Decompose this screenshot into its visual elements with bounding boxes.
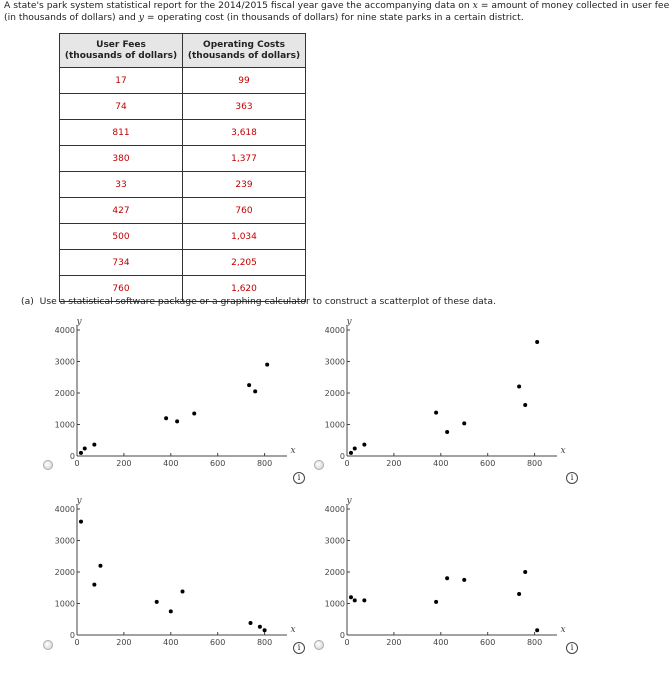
y-tick-label: 0 [339, 452, 345, 461]
table-row [60, 172, 306, 198]
table-row [60, 146, 306, 172]
data-point [462, 578, 466, 582]
operating-cost-cell: 3,618 [183, 120, 306, 146]
data-point [181, 590, 185, 594]
data-point [92, 583, 96, 587]
user-fee-cell: 734 [60, 250, 183, 276]
data-point [258, 625, 262, 629]
y-tick-label: 2000 [324, 568, 345, 577]
x-tick-label: 200 [116, 638, 132, 647]
y-tick-label: 2000 [54, 568, 75, 577]
user-fee-cell: 427 [60, 198, 183, 224]
data-point [445, 576, 449, 580]
data-point [517, 592, 521, 596]
data-point [535, 628, 539, 632]
y-tick-label: 3000 [324, 536, 345, 546]
table-row [60, 68, 306, 94]
data-point [253, 389, 257, 393]
user-fee-cell: 74 [60, 94, 183, 120]
user-fee-cell: 811 [60, 120, 183, 146]
data-point [169, 609, 173, 613]
x-tick-label: 800 [526, 638, 543, 647]
x-tick-label: 600 [480, 459, 496, 468]
x-tick-label: 0 [74, 459, 80, 468]
user-fee-cell: 760 [60, 276, 183, 302]
x-tick-label: 0 [344, 638, 350, 647]
info-icon[interactable]: i [293, 472, 305, 484]
data-point [98, 564, 102, 568]
y-tick-label: 3000 [54, 536, 75, 546]
operating-cost-cell: 1,620 [183, 276, 306, 302]
y-tick-label: 1000 [54, 599, 75, 609]
data-point [175, 419, 179, 423]
data-point [265, 363, 269, 367]
x-tick-label: 0 [74, 638, 80, 647]
data-point [155, 600, 159, 604]
x-tick-label: 400 [433, 638, 449, 647]
data-point [349, 595, 353, 599]
operating-costs-header: Operating Costs (thousands of dollars) [183, 34, 306, 68]
x-tick-label: 400 [163, 638, 179, 647]
user-fee-cell: 17 [60, 68, 183, 94]
user-fee-cell: 33 [60, 172, 183, 198]
x-tick-label: 200 [386, 638, 402, 647]
option-1-radio[interactable] [43, 460, 53, 470]
y-tick-label: 4000 [324, 505, 345, 514]
table-row [60, 198, 306, 224]
info-icon[interactable]: i [566, 642, 578, 654]
table-row [60, 120, 306, 146]
x-tick-label: 800 [256, 638, 273, 647]
data-point [445, 430, 449, 434]
table-row [60, 224, 306, 250]
y-tick-label: 1000 [324, 599, 345, 609]
data-point [353, 598, 357, 602]
user-fees-header: User Fees (thousands of dollars) [60, 34, 183, 68]
x-tick-label: 800 [526, 459, 543, 468]
scatterplot-option-1 [53, 315, 303, 470]
data-point [247, 383, 251, 387]
data-point [249, 621, 253, 625]
data-table [59, 33, 306, 302]
user-fee-cell: 500 [60, 224, 183, 250]
data-point [83, 446, 87, 450]
x-tick-label: 400 [163, 459, 179, 468]
x-axis-label: x [290, 625, 296, 635]
y-tick-label: 4000 [54, 505, 75, 514]
data-point [79, 451, 83, 455]
data-point [535, 340, 539, 344]
y-axis-label: y [346, 317, 352, 327]
x-axis-label: x [560, 625, 566, 635]
operating-cost-cell: 1,034 [183, 224, 306, 250]
x-tick-label: 600 [210, 459, 226, 468]
y-tick-label: 0 [69, 452, 75, 461]
data-point [362, 598, 366, 602]
info-icon[interactable]: i [566, 472, 578, 484]
y-axis-label: y [76, 317, 82, 327]
x-tick-label: 200 [386, 459, 402, 468]
option-3-radio[interactable] [43, 640, 53, 650]
operating-cost-cell: 239 [183, 172, 306, 198]
statement-line-2: (in thousands of dollars) and y = operating cost (in thousands of dollars) for nine state parks in a certain district. [4, 12, 524, 23]
y-tick-label: 3000 [324, 357, 345, 367]
table-header-row [60, 34, 306, 68]
data-point [434, 600, 438, 604]
operating-cost-cell: 1,377 [183, 146, 306, 172]
problem-statement [4, 0, 669, 24]
operating-cost-cell: 363 [183, 94, 306, 120]
operating-cost-cell: 760 [183, 198, 306, 224]
data-point [434, 411, 438, 415]
data-point [92, 443, 96, 447]
info-icon[interactable]: i [293, 642, 305, 654]
x-axis-label: x [560, 446, 566, 456]
x-tick-label: 400 [433, 459, 449, 468]
data-point [353, 446, 357, 450]
user-fee-cell: 380 [60, 146, 183, 172]
y-tick-label: 2000 [324, 389, 345, 398]
y-axis-label: y [346, 496, 352, 506]
y-tick-label: 4000 [324, 326, 345, 335]
x-tick-label: 200 [116, 459, 132, 468]
data-point [79, 520, 83, 524]
data-point [263, 628, 267, 632]
data-point [523, 570, 527, 574]
y-tick-label: 1000 [54, 420, 75, 430]
x-tick-label: 600 [480, 638, 496, 647]
x-axis-label: x [290, 446, 296, 456]
y-axis-label: y [76, 496, 82, 506]
scatterplot-option-3 [53, 494, 303, 649]
scatterplot-option-4 [323, 494, 573, 649]
statement-line-1: A state's park system statistical report for the 2014/2015 fiscal year gave the accompanying data on x = amount of money collected in user fee [4, 0, 669, 11]
x-tick-label: 0 [344, 459, 350, 468]
data-point [164, 416, 168, 420]
y-tick-label: 2000 [54, 389, 75, 398]
y-tick-label: 3000 [54, 357, 75, 367]
table-row [60, 250, 306, 276]
y-tick-label: 4000 [54, 326, 75, 335]
operating-cost-cell: 2,205 [183, 250, 306, 276]
part-a-prompt: (a) Use a statistical software package or a graphing calculator to construct a scatterplot of these data. [21, 296, 496, 307]
y-tick-label: 0 [339, 631, 345, 640]
data-point [517, 385, 521, 389]
x-tick-label: 800 [256, 459, 273, 468]
table-row [60, 94, 306, 120]
data-point [362, 443, 366, 447]
y-tick-label: 1000 [324, 420, 345, 430]
data-point [462, 421, 466, 425]
data-point [192, 411, 196, 415]
data-point [523, 403, 527, 407]
y-tick-label: 0 [69, 631, 75, 640]
x-tick-label: 600 [210, 638, 226, 647]
scatterplot-option-2 [323, 315, 573, 470]
data-point [349, 451, 353, 455]
operating-cost-cell: 99 [183, 68, 306, 94]
